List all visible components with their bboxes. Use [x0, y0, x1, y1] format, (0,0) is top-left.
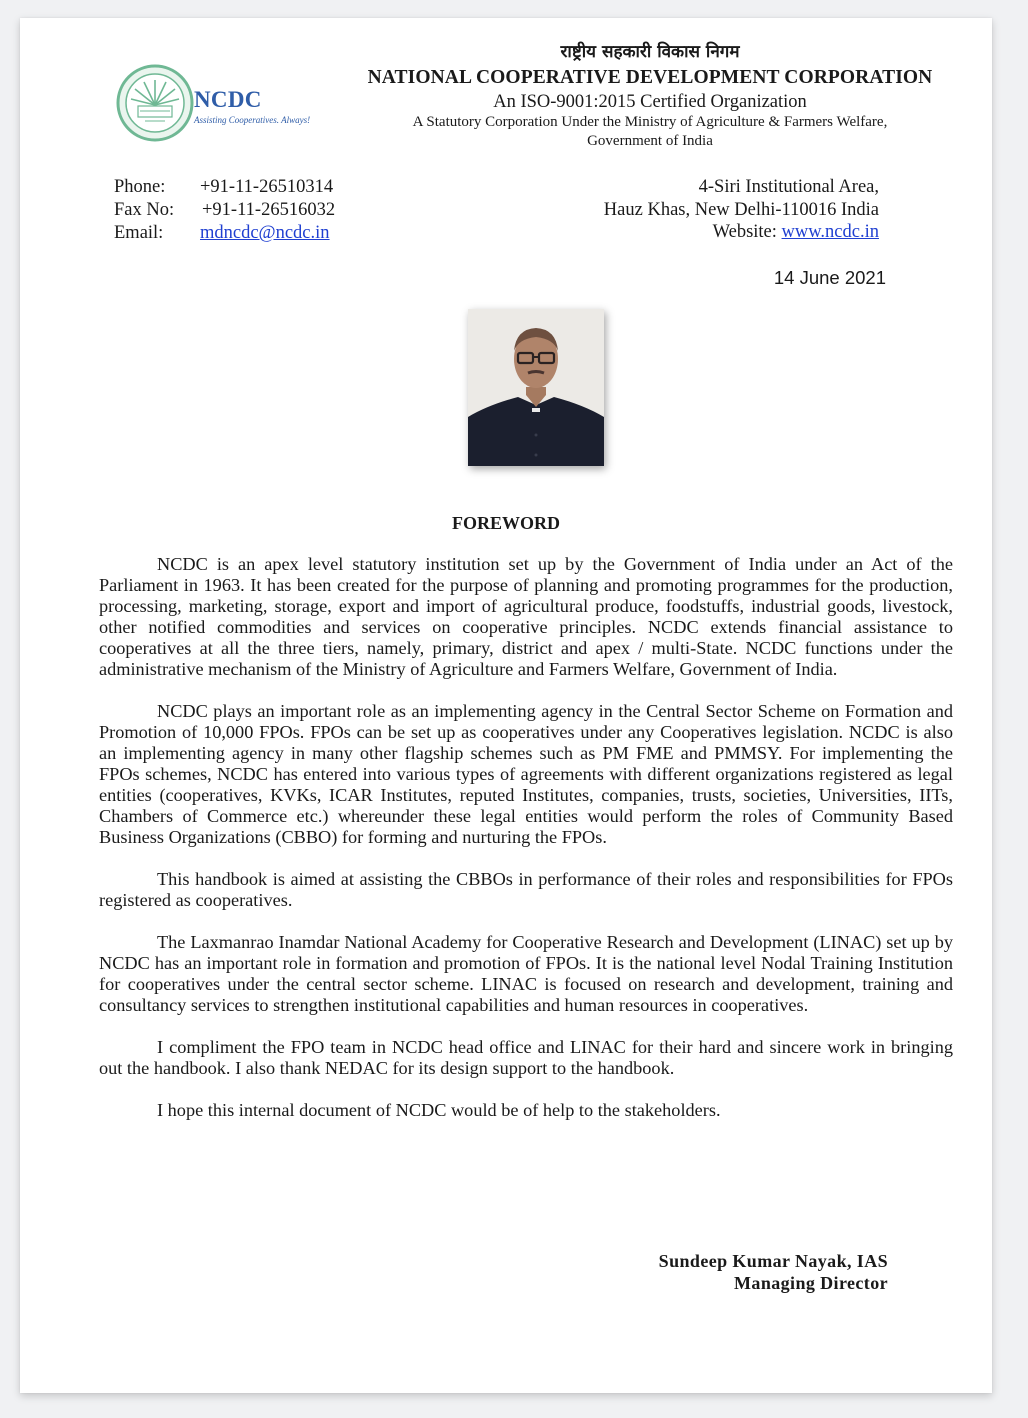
address-block — [604, 176, 879, 244]
fax-label: Fax No: — [114, 200, 175, 220]
statutory-line: A Statutory Corporation Under the Ministry of Agriculture & Farmers Welfare, — [412, 114, 888, 130]
logo-name: NCDC — [194, 87, 262, 112]
certification: An ISO-9001:2015 Certified Organization — [493, 92, 807, 112]
logo-tagline: Assisting Cooperatives. Always! — [194, 115, 311, 125]
foreword-body — [99, 554, 953, 1142]
portrait-photo — [468, 309, 604, 466]
org-name-hindi: राष्ट्रीय सहकारी विकास निगम — [560, 42, 740, 62]
address-line-2: Hauz Khas, New Delhi-110016 India — [603, 199, 879, 220]
paragraph-1: NCDC is an apex level statutory institution set up by the Government of India under an Act of the Parliament in 1963. It has been created for the purpose of planning and promoting programmes for the production, processing, marketing, storage, export and import of agricultural produce, foodstuffs, industrial goods, livestock, other notified commodities and services on cooperative principles. NCDC extends financial assistance to cooperatives at all the three tiers, namely, primary, district and apex / multi-State. NCDC functions under the administrative mechanism of the Ministry of Agriculture and Farmers Welfare, Government of India. — [99, 554, 953, 679]
signatory-title: Managing Director — [734, 1273, 888, 1293]
document-page — [20, 18, 992, 1393]
paragraph-3: This handbook is aimed at assisting the CBBOs in performance of their roles and responsibilities for FPOs registered as cooperatives. — [99, 869, 953, 910]
phone-label: Phone: — [114, 177, 166, 197]
email-label: Email: — [114, 223, 164, 243]
paragraph-2: NCDC plays an important role as an implementing agency in the Central Sector Scheme on Formation and Promotion of 10,000 FPOs. FPOs can be set up as cooperatives under any Cooperatives legislation. NCDC is also an implementing agency in many other flagship schemes such as PM FME and PMMSY. For implementing the FPOs schemes, NCDC has entered into various types of agreements with different organizations registered as legal entities (cooperatives, KVKs, ICAR Institutes, reputed Institutes, companies, trusts, societies, Universities, IITs, Chambers of Commerce etc.) whereunder these legal entities would perform the roles of Community Based Business Organizations (CBBO) for forming and nurturing the FPOs. — [99, 701, 953, 847]
foreword-heading: FOREWORD — [452, 513, 560, 533]
website-label: Website: — [712, 222, 777, 242]
paragraph-6: I hope this internal document of NCDC would be of help to the stakeholders. — [157, 1100, 721, 1120]
paragraph-4: The Laxmanrao Inamdar National Academy for Cooperative Research and Development (LINAC) set up by NCDC has an important role in formation and promotion of FPOs. It is the national level Nodal Training Institution for cooperatives under the central sector scheme. LINAC is focused on research and development, training and consultancy services to strengthen institutional capabilities and human resources in cooperatives. — [99, 932, 953, 1015]
signature-block — [659, 1250, 888, 1294]
contact-block — [114, 176, 335, 245]
letter-date: 14 June 2021 — [773, 267, 886, 288]
website-link[interactable]: www.ncdc.in — [781, 222, 879, 242]
paragraph-5: I compliment the FPO team in NCDC head office and LINAC for their hard and sincere work in bringing out the handbook. I also thank NEDAC for its design support to the handbook. — [99, 1037, 953, 1078]
government-line: Government of India — [587, 133, 713, 149]
logo-text — [194, 88, 310, 126]
phone-value: +91-11-26510314 — [200, 177, 334, 197]
signatory-name: Sundeep Kumar Nayak, IAS — [658, 1251, 888, 1271]
org-name: NATIONAL COOPERATIVE DEVELOPMENT CORPORATION — [367, 67, 933, 88]
ncdc-emblem-icon — [115, 63, 195, 143]
address-line-1: 4-Siri Institutional Area, — [698, 177, 879, 197]
email-link[interactable]: mdncdc@ncdc.in — [200, 223, 330, 243]
fax-value: +91-11-26516032 — [202, 200, 336, 220]
